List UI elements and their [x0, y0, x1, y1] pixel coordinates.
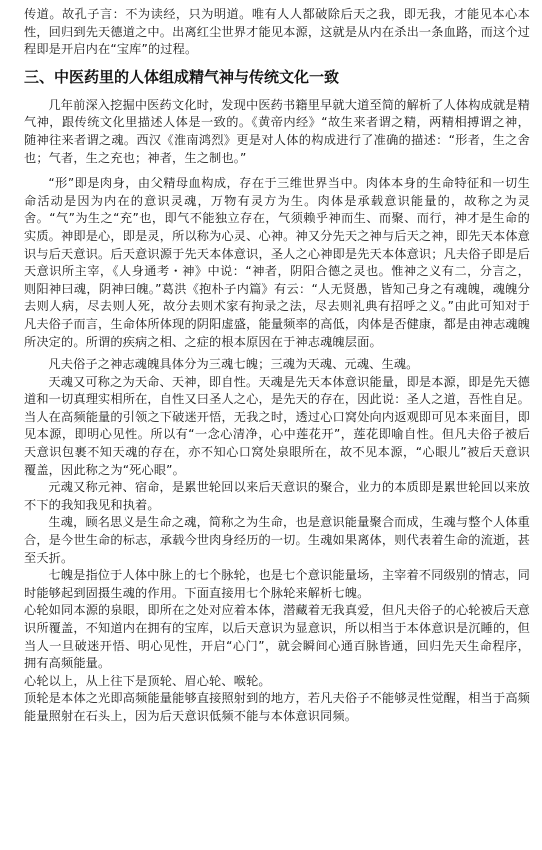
- section-heading: 三、中医药里的人体组成精气神与传统文化一致: [24, 67, 340, 86]
- paragraph-2: “形”即是肉身，由父精母血构成，存在于三维世界当中。肉体本身的生命特征和一切生命活动是因为内在的意识灵魂，万物有灵方为生。肉体是承载意识能量的，故称之为灵舍。“气”为生之“充”也，即气不能独立存在，气须赖乎神而生、而聚、而行，神才是生命的实质。神即是心，即是灵，所以称为心灵、心神。神又分先天之神与后天之神，即先天本体意识与后天意识。后天意识源于先天本体意识，圣人之心神即是先天本体意识；凡夫俗子即是后天意识所主宰，《人身通考・神》中说：“神者，阴阳合德之灵也。惟神之义有二，分言之，则阳神曰魂，阴神曰魄。”葛洪《抱朴子内篇》有云：“人无贤愚，皆知己身之有魂魄，魂魄分去则人病，尽去则人死，故分去则术家有拘录之法，尽去则礼典有招呼之义。”由此可知对于凡夫俗子而言，生命体所体现的阴阳虚盛，能量频率的高低，肉体是否健康，都是由神志魂魄所决定的。所谓的疾病之相、之症的根本原因在于神志魂魄层面。: [24, 176, 530, 349]
- paragraph-7: 七魄是指位于人体中脉上的七个脉轮，也是七个意识能量场，主宰着不同级别的情志，同时能够起到固摄生魂的作用。下面直接用七个脉轮来解析七魄。: [24, 568, 530, 600]
- intro-paragraph: 传道。故孔子言：不为读经，只为明道。唯有人人都破除后天之我，即无我，才能见本心本性，回归到先天德道之中。出离红尘世界才能见本源，这就是从内在杀出一条血路，而这个过程即是开启内在“宝库”的过程。: [24, 7, 530, 57]
- xinlun-paragraph: 心轮如同本源的泉眼，即所在之处对应着本体，潜藏着无我真爱，但凡夫俗子的心轮被后天意识所覆盖，不知道内在拥有的宝库，以后天意识为显意识，所以相当于本体意识是沉睡的，但当人一旦破迷开悟、明心见性，开启“心门”，就会瞬间心通百脉皆通，回归先天生命程序，拥有高频能量。: [24, 603, 530, 671]
- paragraph-6: 生魂，顾名思义是生命之魂，简称之为生命，也是意识能量聚合而成，生魂与整个人体重合，是今世生命的标志，承载今世肉身经历的一切。生魂如果离体，则代表着生命的流逝，甚至夭折。: [24, 515, 530, 565]
- paragraph-1: 几年前深入挖掘中医药文化时，发现中医药书籍里早就大道至简的解析了人体构成就是精气神，跟传统文化里描述人体是一致的。《黄帝内经》“故生来者谓之精，两精相搏谓之神，随神往来者谓之魂。西汉《淮南鸿烈》更是对人体的构成进行了准确的描述：“形者，生之舍也；气者，生之充也；神者，生之制也。”: [24, 97, 530, 165]
- dinglun-paragraph: 顶轮是本体之光即高频能量能够直接照射到的地方，若凡夫俗子不能够灵性觉醒，相当于高频能量照射在石头上，因为后天意识低频不能与本体意识同频。: [24, 691, 530, 723]
- xinlun-above-paragraph: 心轮以上，从上往下是顶轮、眉心轮、喉轮。: [24, 673, 271, 688]
- paragraph-4: 天魂又可称之为天命、天神，即自性。天魂是先天本体意识能量，即是本源，即是先天德道和一切真理实相所在，自性又曰圣人之心，是先天的存在，因此说：圣人之道，吾性自足。当人在高频能量的引领之下破迷开悟，无我之时，透过心口窝处向内返观即可见本来面目，即见本源，即明心见性。所以有“一念心清净，心中莲花开”，莲花即喻自性。但凡夫俗子被后天意识包裹不知天魂的存在，亦不知心口窝处泉眼所在，故不见本源，“心眼儿”被后天意识覆盖，因此称之为“死心眼”。: [24, 374, 530, 477]
- paragraph-5: 元魂又称元神、宿命，是累世轮回以来后天意识的聚合，业力的本质即是累世轮回以来放不下的我知我见和执着。: [24, 480, 530, 512]
- paragraph-3: 凡夫俗子之神志魂魄具体分为三魂七魄；三魂为天魂、元魂、生魂。: [48, 357, 419, 372]
